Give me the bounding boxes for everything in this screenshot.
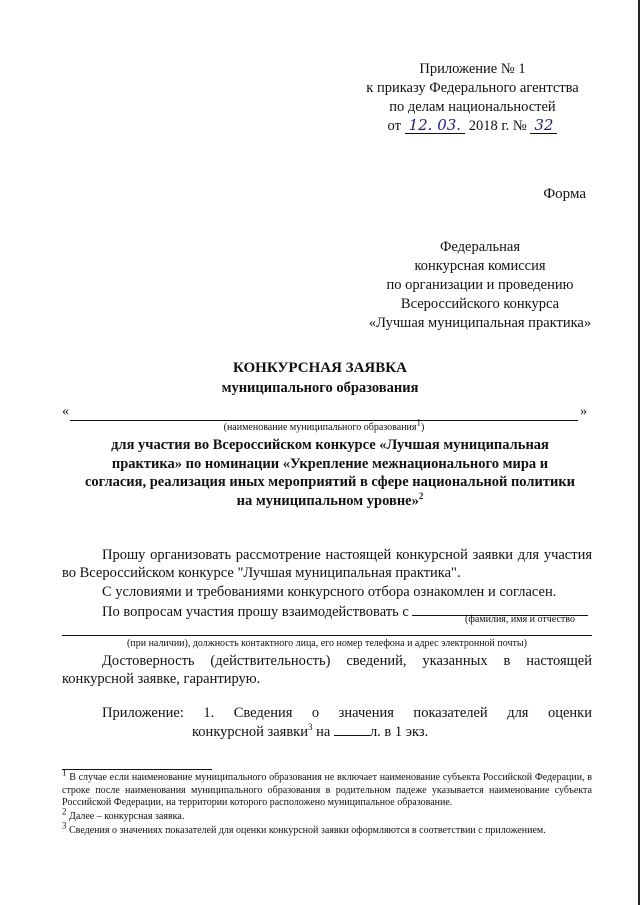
annex-agency-line: по делам национальностей xyxy=(389,99,556,115)
form-label: Форма xyxy=(543,186,586,202)
footnote-3 xyxy=(62,820,592,838)
appendix-line-2 xyxy=(192,722,428,741)
addressee-line-5: «Лучшая муниципальная практика» xyxy=(368,315,592,331)
addressee-line-2: конкурсная комиссия xyxy=(414,258,546,274)
close-quote: » xyxy=(580,404,587,419)
document-title: КОНКУРСНАЯ ЗАЯВКА xyxy=(233,360,407,376)
footnote-3-mark: 3 xyxy=(62,820,67,831)
nomination-heading xyxy=(80,436,580,510)
appendix-text-a: конкурсной заявки xyxy=(192,724,308,740)
footnote-ref-1: 1 xyxy=(416,417,422,428)
annex-date-line xyxy=(350,117,595,136)
open-quote: « xyxy=(62,404,69,419)
appendix-text-b: на xyxy=(312,724,331,740)
footnote-1-mark: 1 xyxy=(62,767,67,778)
reliability-paragraph-line-2: конкурсной заявке, гарантирую. xyxy=(62,671,261,687)
annex-header xyxy=(350,60,595,136)
contact-text: По вопросам участия прошу взаимодействовать с xyxy=(102,604,409,620)
caption-text: (наименование муниципального образования xyxy=(223,422,417,433)
municipality-name-caption xyxy=(70,417,578,433)
addressee-line-1: Федеральная xyxy=(439,239,521,255)
reliability-paragraph-line-1: Достоверность (действительность) сведений, указанных в настоящей xyxy=(102,653,592,669)
handwritten-date: 12. 03. xyxy=(405,117,465,134)
footnote-ref-2: 2 xyxy=(418,490,424,501)
document-subtitle: муниципального образования xyxy=(221,380,419,396)
footnote-2 xyxy=(62,806,592,824)
annex-order-line: к приказу Федерального агентства xyxy=(366,80,579,96)
date-year: 2018 г. № xyxy=(468,118,527,134)
date-prefix: от xyxy=(387,118,401,134)
appendix-text-c: л. в 1 экз. xyxy=(369,724,429,740)
handwritten-number: 32 xyxy=(530,117,557,134)
footnote-1 xyxy=(62,767,592,810)
contact-details-field[interactable] xyxy=(62,635,592,636)
caption-close: ) xyxy=(421,422,425,433)
contact-details-caption: (при наличии), должность контактного лица, его номер телефона и адрес электронной почты) xyxy=(127,638,527,649)
footnote-1-text: В случае если наименование муниципального образования не включает наименование субъекта Российской Федерации, в строке после наименования муниципального образования в родительном падеже указывается наименование субъекта Российской Федерации, на территории которого расположено муниципальное образование. xyxy=(62,772,592,808)
footnote-separator xyxy=(62,769,212,770)
fio-caption: (фамилия, имя и отчество xyxy=(465,614,575,625)
footnote-ref-3: 3 xyxy=(307,722,313,733)
municipality-name-field[interactable] xyxy=(70,420,578,421)
pages-count-field[interactable] xyxy=(334,722,370,736)
footnote-2-text: Далее – конкурсная заявка. xyxy=(66,811,185,822)
addressee-block xyxy=(350,238,610,333)
consent-paragraph: С условиями и требованиями конкурсного отбора ознакомлен и согласен. xyxy=(102,584,557,600)
annex-title: Приложение № 1 xyxy=(419,61,526,77)
footnote-3-text: Сведения о значениях показателей для оценки конкурсной заявки оформляются в соответствии с приложением. xyxy=(66,825,546,836)
request-paragraph: Прошу организовать рассмотрение настоящей конкурсной заявки для участия во Всероссийском конкурсе "Лучшая муниципальная практика". xyxy=(62,547,592,581)
addressee-line-4: Всероссийского конкурса xyxy=(400,296,560,312)
footnote-2-mark: 2 xyxy=(62,806,67,817)
nomination-text: для участия во Всероссийском конкурсе «Лучшая муниципальная практика» по номинации «Укрепление межнационального мира и согласия, реализация иных мероприятий в сфере национальной политики на муниципальном уровне» xyxy=(84,437,576,509)
addressee-line-3: по организации и проведению xyxy=(386,277,574,293)
appendix-line-1: Приложение: 1. Сведения о значения показателей для оценки xyxy=(102,705,592,721)
